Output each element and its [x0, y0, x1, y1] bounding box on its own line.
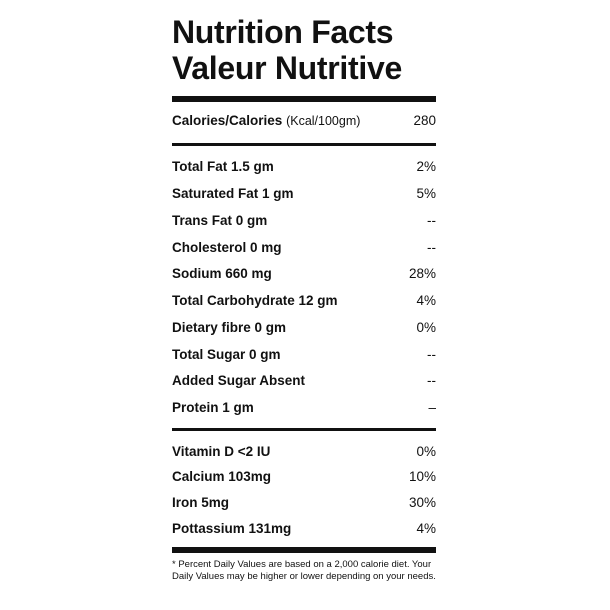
thin-divider	[172, 143, 436, 146]
nutrient-dv: --	[427, 240, 436, 255]
nutrient-row	[172, 210, 436, 232]
nutrient-name: Added Sugar Absent	[172, 373, 306, 388]
nutrition-label	[152, 0, 456, 610]
vitamin-dv: 4%	[416, 521, 436, 536]
nutrient-dv: --	[427, 347, 436, 362]
nutrient-name: Total Sugar 0 gm	[172, 347, 281, 362]
nutrient-row	[172, 317, 436, 339]
thick-divider	[172, 96, 436, 102]
vitamin-dv: 30%	[408, 495, 436, 510]
vitamin-row	[172, 518, 436, 540]
nutrient-dv: 5%	[416, 186, 436, 201]
nutrient-dv: --	[427, 213, 436, 228]
calories-label: Calories/Calories	[172, 113, 283, 128]
daily-value-footnote: * Percent Daily Values are based on a 2,000 calorie diet. Your Daily Values may be higher or lower depending on your needs.	[172, 559, 436, 582]
vitamin-name: Vitamin D <2 IU	[172, 444, 271, 459]
vitamin-dv: 0%	[416, 444, 436, 459]
nutrient-name: Trans Fat 0 gm	[172, 213, 268, 228]
nutrient-dv: 4%	[416, 293, 436, 308]
nutrient-dv: –	[428, 400, 436, 415]
vitamin-dv: 10%	[408, 469, 436, 484]
calories-value: 280	[413, 113, 436, 128]
nutrient-row	[172, 156, 436, 178]
nutrient-dv: --	[427, 373, 436, 388]
nutrient-dv: 0%	[416, 320, 436, 335]
thick-divider	[172, 547, 436, 553]
nutrient-row	[172, 263, 436, 285]
nutrient-row	[172, 370, 436, 392]
vitamin-name: Pottassium 131mg	[172, 521, 292, 536]
title-french: Valeur Nutritive	[172, 50, 402, 86]
title-english: Nutrition Facts	[172, 14, 394, 50]
thin-divider	[172, 428, 436, 431]
nutrient-row	[172, 183, 436, 205]
nutrient-name: Total Carbohydrate 12 gm	[172, 293, 338, 308]
nutrient-name: Saturated Fat 1 gm	[172, 186, 294, 201]
vitamin-row	[172, 441, 436, 463]
vitamin-name: Calcium 103mg	[172, 469, 272, 484]
nutrient-name: Dietary fibre 0 gm	[172, 320, 287, 335]
vitamin-name: Iron 5mg	[172, 495, 230, 510]
nutrient-name: Protein 1 gm	[172, 400, 254, 415]
nutrient-name: Total Fat 1.5 gm	[172, 159, 274, 174]
nutrient-row	[172, 290, 436, 312]
nutrient-name: Sodium 660 mg	[172, 266, 272, 281]
vitamin-row	[172, 466, 436, 488]
nutrient-row	[172, 397, 436, 419]
nutrient-row	[172, 237, 436, 259]
nutrient-name: Cholesterol 0 mg	[172, 240, 282, 255]
calories-row	[172, 110, 436, 132]
nutrient-row	[172, 344, 436, 366]
vitamin-row	[172, 492, 436, 514]
nutrient-dv: 28%	[408, 266, 436, 281]
nutrient-dv: 2%	[416, 159, 436, 174]
calories-unit: (Kcal/100gm)	[286, 114, 361, 128]
